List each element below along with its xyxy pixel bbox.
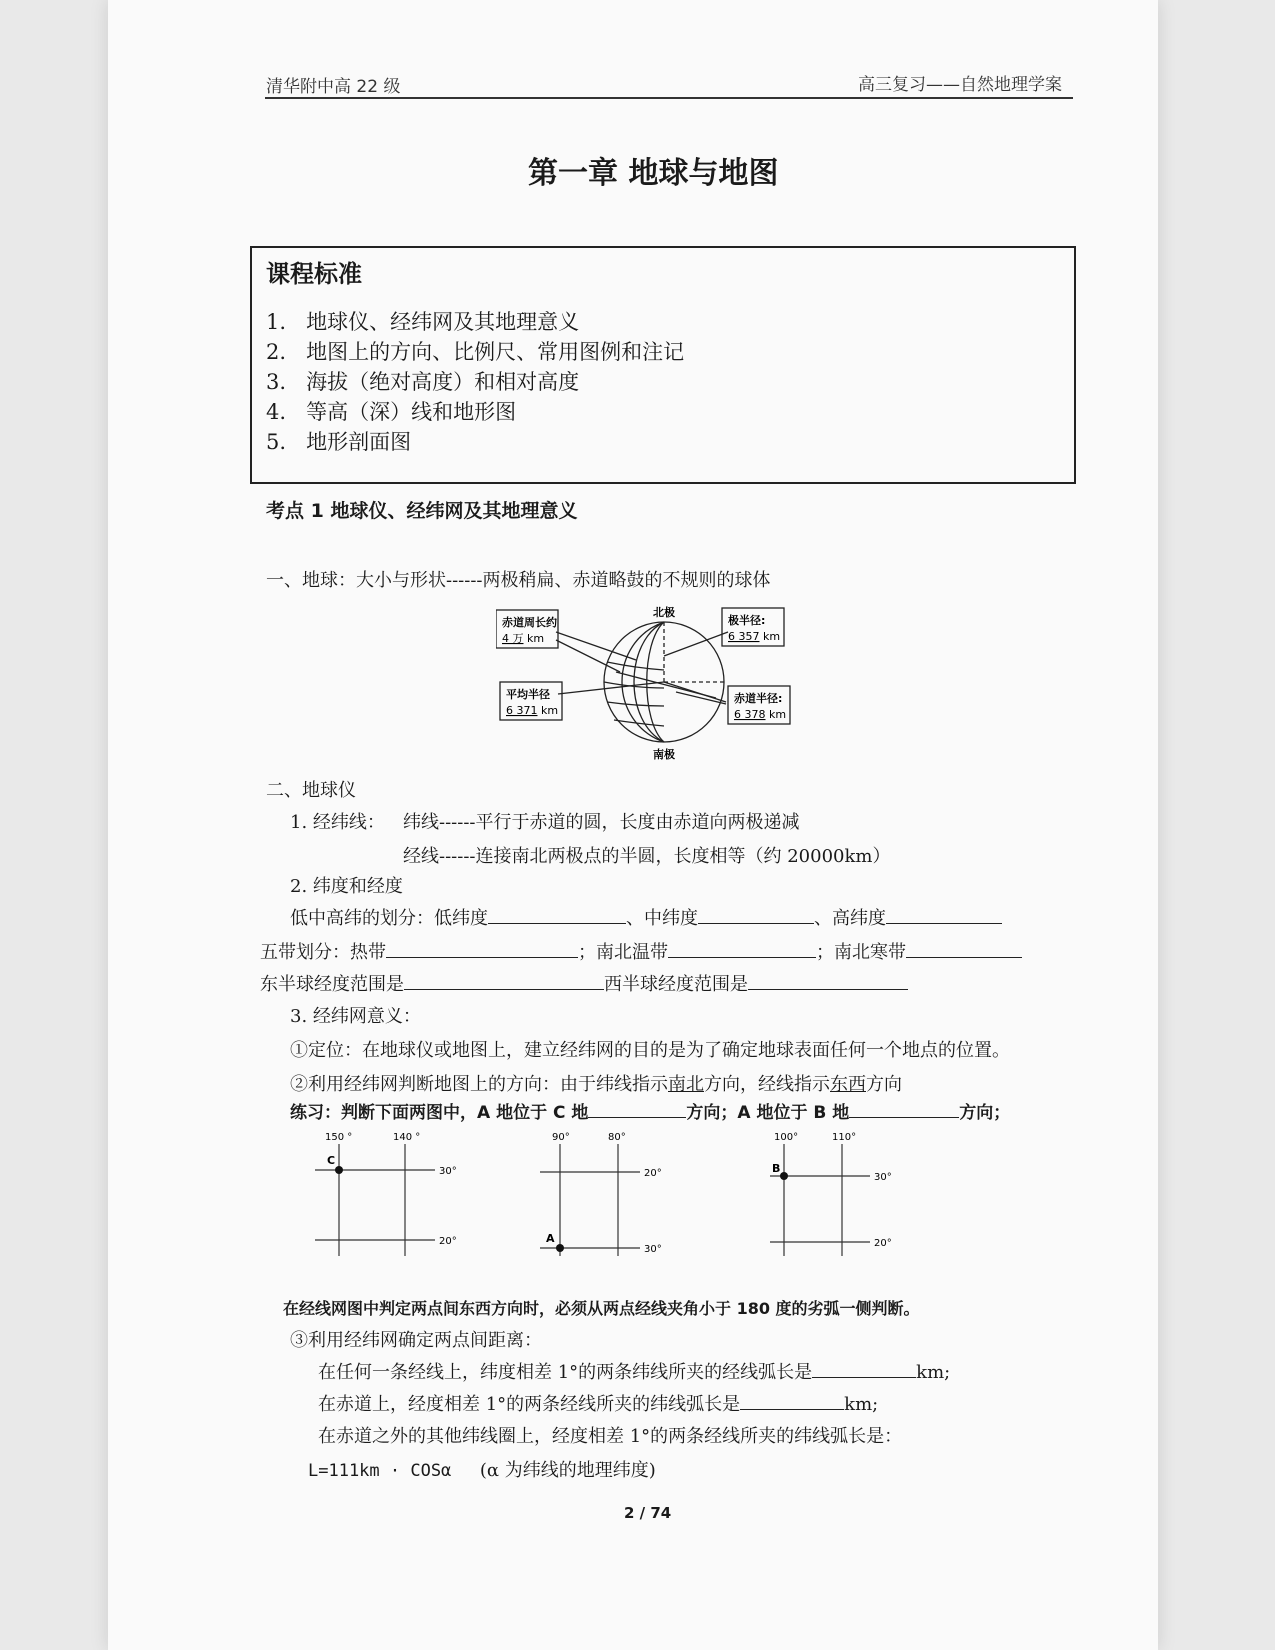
standards-title: 课程标准 [266, 260, 362, 288]
blank-field [386, 939, 578, 958]
chapter-title: 第一章 地球与地图 [528, 156, 779, 191]
blank-field [740, 1391, 844, 1410]
longitude-label: 80° [608, 1132, 626, 1143]
earth-diagram [496, 602, 816, 762]
standard-item: 4. 等高（深）线和地形图 [266, 400, 517, 424]
longitude-label: 110° [832, 1132, 857, 1143]
equator-distance-line: 在赤道上，经度相差 1°的两条经线所夹的纬线弧长是 km; [318, 1390, 878, 1416]
point-label: C [327, 1154, 336, 1167]
graticule-grid [315, 1130, 475, 1260]
standard-item: 5. 地形剖面图 [266, 430, 412, 454]
latitude-label: 20° [439, 1236, 457, 1247]
point-marker [780, 1172, 788, 1180]
section-heading: 考点 1 地球仪、经纬网及其地理意义 [266, 500, 578, 522]
blank-field [668, 939, 816, 958]
lat-lon-heading: 2. 纬度和经度 [290, 876, 403, 897]
parallel-distance-line: 在赤道之外的其他纬线圈上，经度相差 1°的两条经线所夹的纬线弧长是： [318, 1426, 903, 1447]
north-pole-label: 北极 [653, 606, 675, 619]
header-course: 高三复习——自然地理学案 [858, 75, 1062, 95]
south-pole-label: 南极 [653, 748, 675, 761]
blank-field [812, 1359, 916, 1378]
latitude-label: 20° [874, 1238, 892, 1249]
earth-shape-line: 一、地球：大小与形状------两极稍扁、赤道略鼓的不规则的球体 [266, 570, 771, 591]
blank-field [698, 905, 814, 924]
lines-prefix: 1. 经纬线： [290, 812, 385, 833]
blank-field [748, 971, 908, 990]
header-school: 清华附中高 22 级 [266, 77, 401, 97]
hemisphere-line: 东半球经度范围是 西半球经度范围是 [260, 970, 908, 996]
practice-line: 练习：判断下面两图中，A 地位于 C 地 方向；A 地位于 B 地 方向； [290, 1098, 1010, 1123]
standard-item: 3. 海拔（绝对高度）和相对高度 [266, 370, 580, 394]
equator-circumference-label: 赤道周长约 [502, 616, 557, 629]
blank-field [906, 939, 1022, 958]
equatorial-radius-label: 赤道半径: [734, 692, 783, 705]
mean-radius-label: 平均半径 [506, 688, 550, 701]
climate-zone-line: 五带划分：热带 ；南北温带 ；南北寒带 [260, 938, 1022, 964]
equator-circumference-value: 4 万 km [502, 632, 545, 645]
blank-field [404, 971, 604, 990]
blank-field [488, 905, 626, 924]
point-marker [556, 1244, 564, 1252]
globe-heading: 二、地球仪 [266, 780, 356, 801]
point-label: A [546, 1232, 555, 1245]
latitude-label: 20° [644, 1168, 662, 1179]
latitude-label: 30° [439, 1166, 457, 1177]
polar-radius-value: 6 357 km [728, 630, 781, 643]
latitude-label: 30° [874, 1172, 892, 1183]
formula-line [308, 1456, 656, 1482]
blank-field [588, 1099, 686, 1118]
graticule-grid [770, 1130, 930, 1260]
locate-line: ①定位：在地球仪或地图上，建立经纬网的目的是为了确定地球表面任何一个地点的位置。 [290, 1040, 1010, 1061]
latitude-division-line: 低中高纬的划分：低纬度 、中纬度 、高纬度 [290, 904, 1002, 930]
direction-line: ②利用经纬网判断地图上的方向：由于纬线指示南北方向，经线指示东西方向 [290, 1074, 902, 1095]
standard-item: 1. 地球仪、经纬网及其地理意义 [266, 310, 580, 334]
point-label: B [772, 1162, 781, 1175]
longitude-label: 150 ° [325, 1132, 353, 1143]
longitude-label: 140 ° [393, 1132, 421, 1143]
blank-field [849, 1099, 959, 1118]
mean-radius-value: 6 371 km [506, 704, 559, 717]
point-marker [335, 1166, 343, 1174]
latitude-label: 30° [644, 1244, 662, 1255]
formula-note: (α 为纬线的地理纬度) [479, 1460, 656, 1481]
longitude-line-def: 经线------连接南北两极点的半圆，长度相等（约 20000km） [403, 846, 891, 867]
equatorial-radius-value: 6 378 km [734, 708, 787, 721]
standard-item: 2. 地图上的方向、比例尺、常用图例和注记 [266, 340, 685, 364]
polar-radius-label: 极半径: [728, 614, 766, 627]
direction-rule-note: 在经线网图中判定两点间东西方向时，必须从两点经线夹角小于 180 度的劣弧一侧判断。 [283, 1299, 920, 1318]
page-number: 2 / 74 [624, 1504, 672, 1522]
longitude-label: 100° [774, 1132, 799, 1143]
blank-field [886, 905, 1002, 924]
header-rule [265, 97, 1073, 99]
graticule-grid [540, 1130, 700, 1260]
distance-heading: ③利用经纬网确定两点间距离： [290, 1330, 542, 1351]
formula: L=111km · COSα [308, 1461, 452, 1481]
meridian-distance-line: 在任何一条经线上，纬度相差 1°的两条纬线所夹的经线弧长是 km; [318, 1358, 950, 1384]
longitude-label: 90° [552, 1132, 570, 1143]
graticule-meaning-heading: 3. 经纬网意义： [290, 1006, 421, 1027]
latitude-line-def: 纬线------平行于赤道的圆，长度由赤道向两极递减 [403, 812, 800, 833]
